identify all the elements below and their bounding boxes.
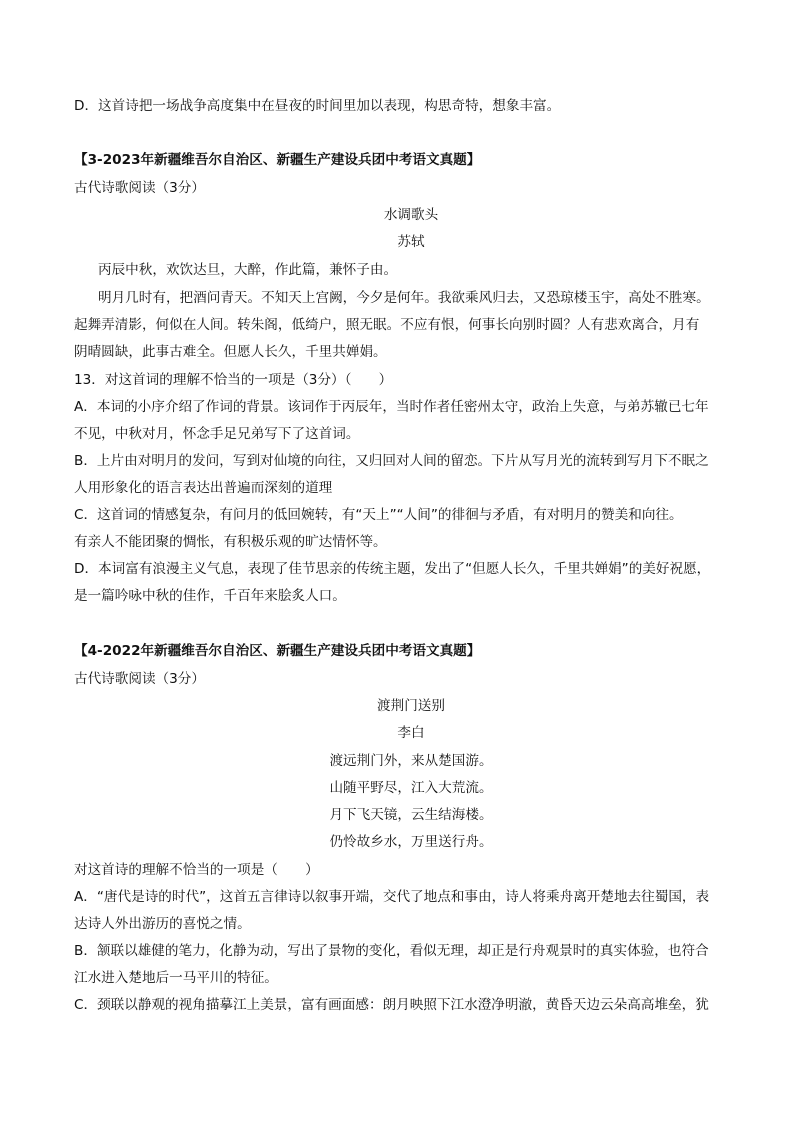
poem-title: 水调歌头 (383, 207, 439, 223)
option-b-line: B．颔联以雄健的笔力，化静为动，写出了景物的变化，看似无理，却正是行舟观景时的真实体验，也符合 (74, 943, 709, 959)
section-4-heading: 【4-2022年新疆维吾尔自治区、新疆生产建设兵团中考语文真题】 (74, 643, 481, 659)
poem-preface: 丙辰中秋，欢饮达旦，大醉，作此篇，兼怀子由。 (98, 262, 398, 278)
section-3-heading: 【3-2023年新疆维吾尔自治区、新疆生产建设兵团中考语文真题】 (74, 152, 481, 168)
option-b-line: B．上片由对明月的发问，写到对仙境的向往，又归回对人间的留恋。下片从写月光的流转到写月下不眠之 (74, 453, 709, 469)
poem-line: 仍怜故乡水，万里送行舟。 (329, 834, 493, 850)
option-a-line: 不见，中秋对月，怀念手足兄弟写下了这首词。 (74, 426, 360, 442)
poem-line: 阴晴圆缺，此事古难全。但愿人长久，千里共婵娟。 (74, 344, 387, 360)
poem-author: 苏轼 (397, 234, 425, 250)
poem-line: 月下飞天镜，云生结海楼。 (329, 807, 493, 823)
question-13: 13．对这首词的理解不恰当的一项是（3分）（ ） (74, 372, 393, 388)
previous-option-d: D．这首诗把一场战争高度集中在昼夜的时间里加以表现，构思奇特，想象丰富。 (74, 98, 561, 114)
option-d-line: 是一篇吟咏中秋的佳作，千百年来脍炙人口。 (74, 588, 346, 604)
poem-line: 渡远荆门外，来从楚国游。 (329, 753, 493, 769)
poem-title: 渡荆门送别 (377, 698, 445, 714)
option-d-line: D．本词富有浪漫主义气息，表现了佳节思亲的传统主题，发出了“但愿人长久，千里共婵娟”的美好祝愿， (74, 561, 711, 577)
option-b-line: 江水进入楚地后一马平川的特征。 (74, 970, 278, 986)
option-b-line: 人用形象化的语言表达出普遍而深刻的道理 (74, 480, 333, 496)
poem-line: 起舞弄清影，何似在人间。转朱阁，低绮户，照无眠。不应有恨，何事长向别时圆？人有悲欢离合，月有 (74, 317, 700, 333)
option-c-line: 有亲人不能团聚的惆怅，有积极乐观的旷达情怀等。 (74, 534, 387, 550)
section-4-intro: 古代诗歌阅读（3分） (74, 671, 205, 687)
option-a-line: A．“唐代是诗的时代”，这首五言律诗以叙事开端，交代了地点和事由，诗人将乘舟离开楚地去往蜀国，表 (74, 889, 710, 905)
option-c-line: C．颈联以静观的视角描摹江上美景，富有画面感：朗月映照下江水澄净明澈，黄昏天边云朵高高堆垒，犹 (74, 997, 709, 1013)
poem-author: 李白 (397, 725, 425, 741)
section-3-intro: 古代诗歌阅读（3分） (74, 180, 205, 196)
option-a-line: 达诗人外出游历的喜悦之情。 (74, 916, 251, 932)
poem-line: 明月几时有，把酒问青天。不知天上宫阙，今夕是何年。我欲乘风归去，又恐琼楼玉宇，高处不胜寒。 (98, 290, 710, 306)
poem-line: 山随平野尽，江入大荒流。 (329, 780, 493, 796)
question: 对这首诗的理解不恰当的一项是（ ） (74, 862, 319, 878)
option-c-line: C．这首词的情感复杂，有问月的低回婉转，有“天上”“人间”的徘徊与矛盾，有对明月的赞美和向往。 (74, 507, 683, 523)
option-a-line: A．本词的小序介绍了作词的背景。该词作于丙辰年，当时作者任密州太守，政治上失意，与弟苏辙已七年 (74, 399, 709, 415)
